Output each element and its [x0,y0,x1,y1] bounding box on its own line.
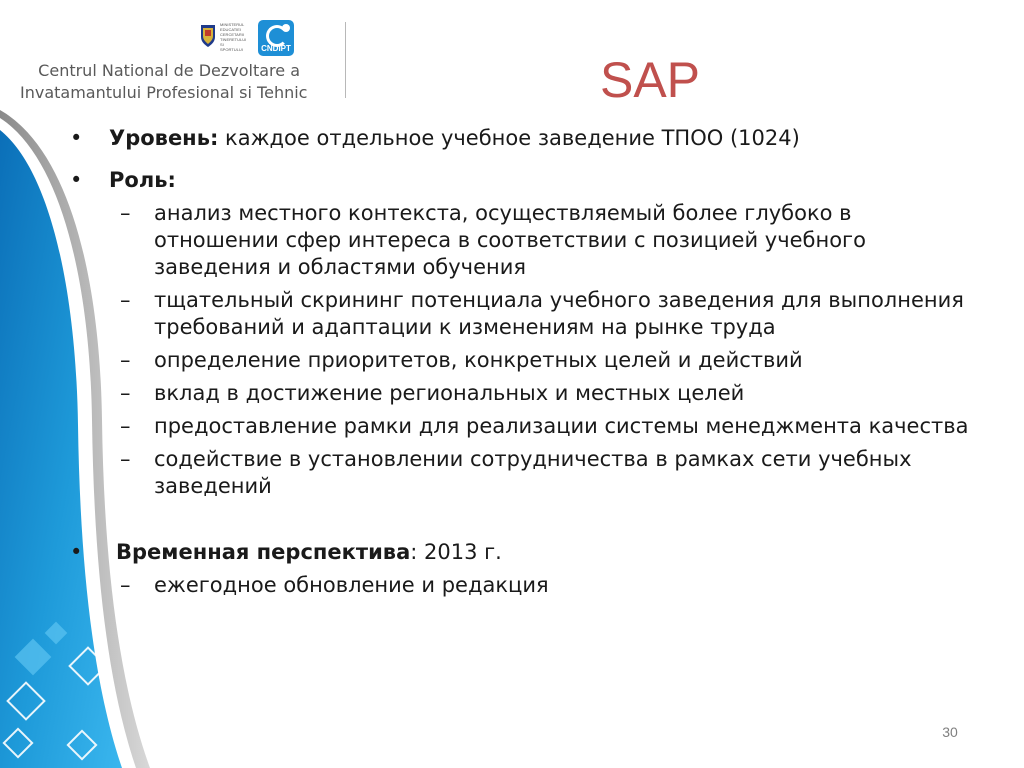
role-subitem [60,200,980,281]
dash-marker: – [120,573,131,597]
timeframe-subitem [60,572,980,599]
dash-marker: – [120,447,131,471]
slide-content [60,124,980,605]
role-subitem-text: определение приоритетов, конкретных целей и действий [154,348,803,372]
dash-marker: – [120,348,131,372]
role-subitem [60,413,980,440]
role-subitem [60,287,980,341]
header-logos [196,18,296,54]
bullet-marker: • [70,168,83,192]
level-label: Уровень: [109,126,219,150]
role-subitem-text: вклад в достижение региональных и местных целей [154,381,745,405]
role-subitem [60,446,980,500]
dash-marker: – [120,381,131,405]
bullet-marker: • [70,126,83,150]
org-name-line: Centrul National de Dezvoltare a [38,61,300,80]
dash-marker: – [120,288,131,312]
role-subitem-text: тщательный скрининг потенциала учебного заведения для выполнения требований и адаптации к изменениям на рынке труда [154,288,964,339]
timeframe-subitem-text: ежегодное обновление и редакция [154,573,549,597]
timeframe-label: Временная перспектива [116,540,411,564]
role-subitem [60,347,980,374]
level-text: каждое отдельное учебное заведение ТПОО (1024) [218,126,800,150]
role-subitem [60,380,980,407]
ministry-crest-icon [200,22,216,48]
bullet-marker: • [70,540,83,564]
bullet-item-timeframe [60,538,980,566]
role-subitem-text: предоставление рамки для реализации системы менеджмента качества [154,414,969,438]
role-subitem-text: анализ местного контекста, осуществляемый более глубоко в отношении сфер интереса в соответствии с позицией учебного заведения и областями обучения [154,201,866,279]
bullet-item-level [60,124,980,152]
org-name-line: Invatamantului Profesional si Tehnic [20,83,308,102]
dash-marker: – [120,414,131,438]
role-subitem-text: содействие в установлении сотрудничества в рамках сети учебных заведений [154,447,912,498]
dash-marker: – [120,201,131,225]
timeframe-text: : 2013 г. [410,540,502,564]
page-number: 30 [942,724,958,740]
slide-title: SAP [599,52,701,108]
cndipt-logo-icon: CNDIPT [258,20,294,56]
organization-name [20,60,308,104]
role-label: Роль: [109,168,176,192]
ministry-logo-text: MINISTERUL EDUCATIEI CERCETARII TINERETULUI SI SPORTULUI [220,22,247,52]
bullet-item-role [60,166,980,194]
header-divider [345,22,346,98]
